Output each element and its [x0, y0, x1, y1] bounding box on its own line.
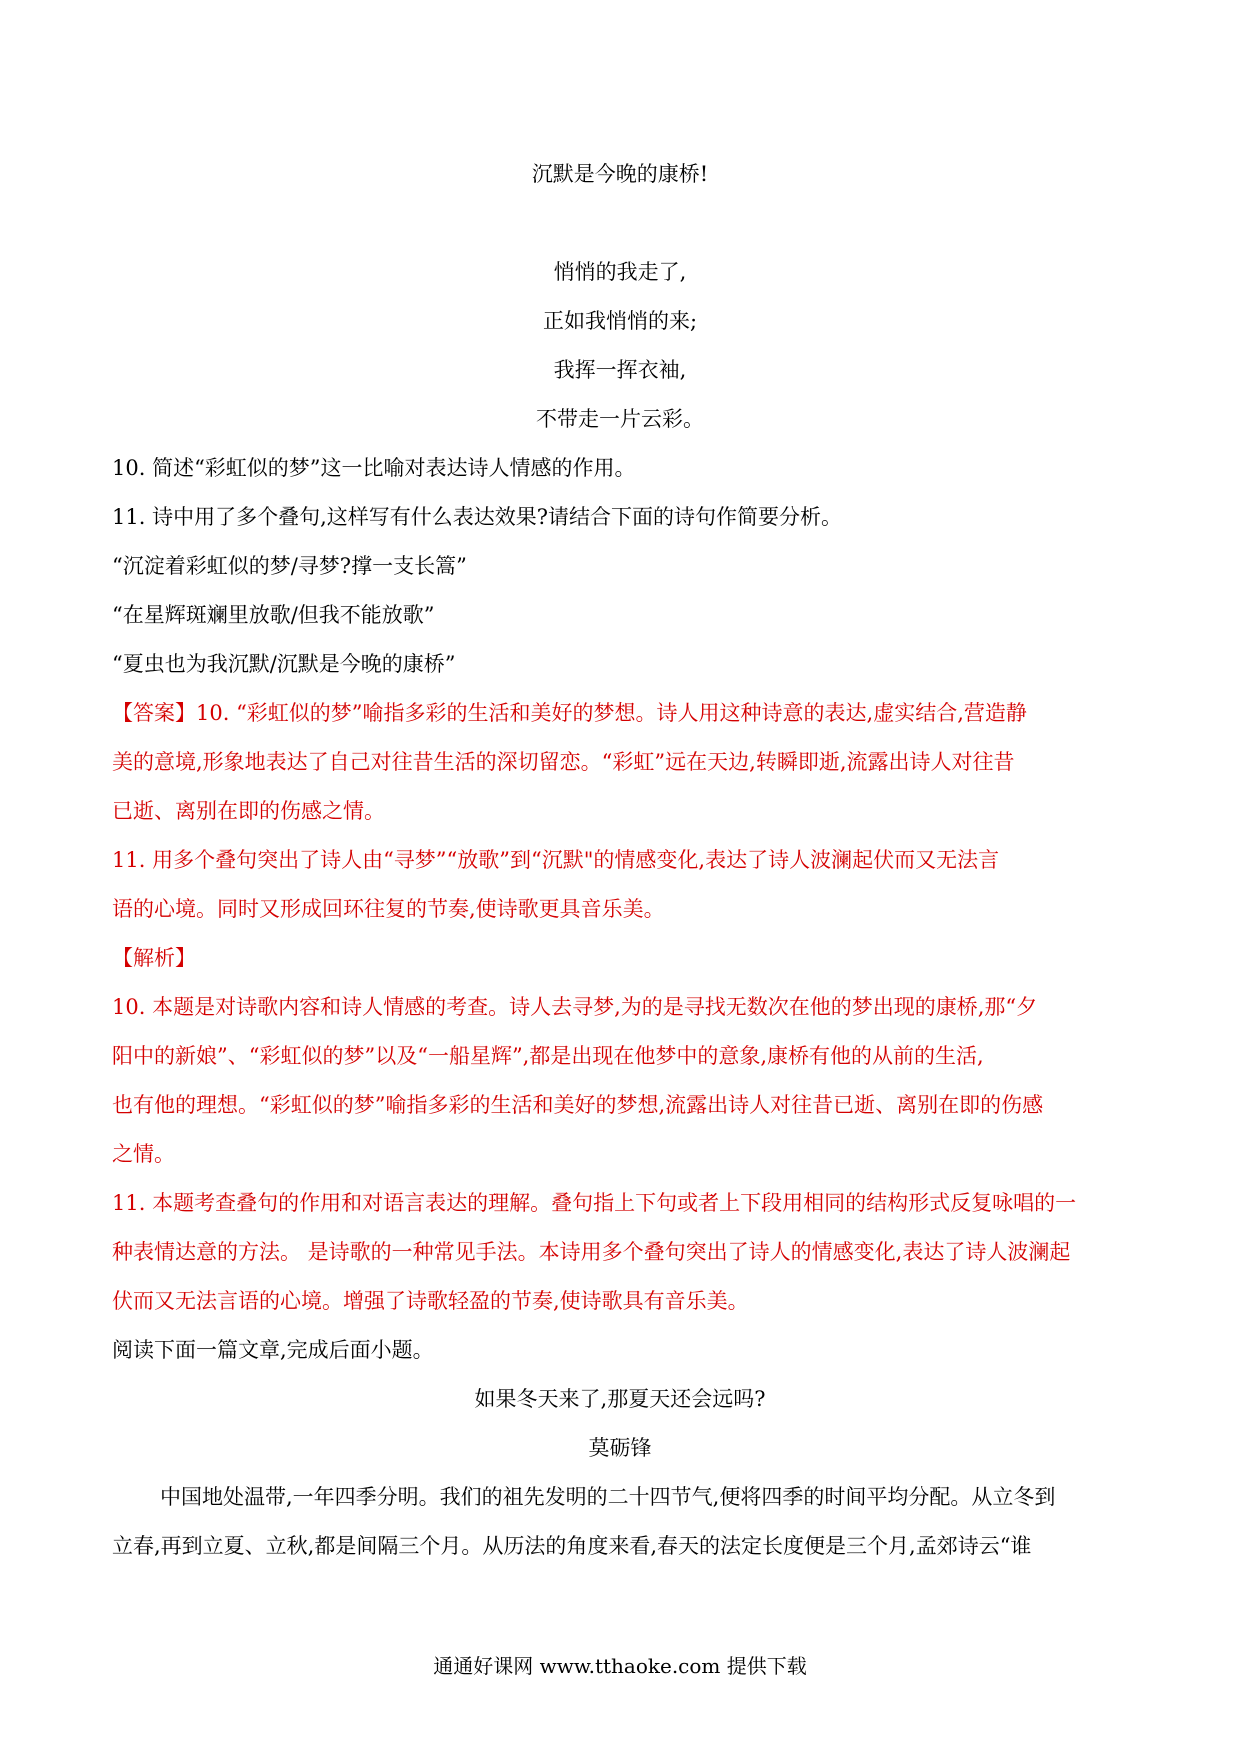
answer-line: 已逝、离别在即的伤感之情。 [112, 799, 385, 823]
analysis-line: 也有他的理想。“彩虹似的梦”喻指多彩的生活和美好的梦想,流露出诗人对往昔已逝、离别在即的伤感 [112, 1093, 1044, 1117]
poem-line: 不带走一片云彩。 [536, 407, 704, 431]
page-footer: 通通好课网 www.tthaoke.com 提供下载 [433, 1654, 807, 1678]
answer-line: 语的心境。同时又形成回环往复的节奏,使诗歌更具音乐美。 [112, 897, 665, 921]
question-10: 10. 简述“彩虹似的梦”这一比喻对表达诗人情感的作用。 [112, 456, 636, 480]
reading-instruction: 阅读下面一篇文章,完成后面小题。 [112, 1338, 434, 1362]
analysis-line: 阳中的新娘”、“彩虹似的梦”以及“一船星辉”,都是出现在他梦中的意象,康桥有他的从前的生活, [112, 1044, 984, 1068]
analysis-heading: 【解析】 [112, 946, 196, 970]
poem-line: 正如我悄悄的来; [542, 309, 698, 333]
analysis-line: 之情。 [112, 1142, 175, 1166]
article-title: 如果冬天来了,那夏天还会远吗? [474, 1387, 766, 1411]
analysis-line: 11. 本题考查叠句的作用和对语言表达的理解。叠句指上下句或者上下段用相同的结构形式反复咏唱的一 [112, 1191, 1077, 1215]
answer-line: 【答案】10. “彩虹似的梦”喻指多彩的生活和美好的梦想。诗人用这种诗意的表达,虚实结合,营造静 [112, 701, 1027, 725]
article-paragraph-line: 中国地处温带,一年四季分明。我们的祖先发明的二十四节气,便将四季的时间平均分配。从立冬到 [160, 1485, 1056, 1509]
quote-line: “夏虫也为我沉默/沉默是今晚的康桥” [112, 652, 456, 676]
question-11: 11. 诗中用了多个叠句,这样写有什么表达效果?请结合下面的诗句作简要分析。 [112, 505, 843, 529]
analysis-line: 伏而又无法言语的心境。增强了诗歌轻盈的节奏,使诗歌具有音乐美。 [112, 1289, 749, 1313]
poem-line: 悄悄的我走了, [553, 260, 687, 284]
poem-line: 我挥一挥衣袖, [553, 358, 687, 382]
quote-line: “在星辉斑斓里放歌/但我不能放歌” [112, 603, 435, 627]
quote-line: “沉淀着彩虹似的梦/寻梦?撑一支长篙” [112, 554, 467, 578]
analysis-line: 10. 本题是对诗歌内容和诗人情感的考查。诗人去寻梦,为的是寻找无数次在他的梦出现的康桥,那“夕 [112, 995, 1038, 1019]
analysis-line: 种表情达意的方法。 是诗歌的一种常见手法。本诗用多个叠句突出了诗人的情感变化,表达了诗人波澜起 [112, 1240, 1071, 1264]
article-paragraph-line: 立春,再到立夏、立秋,都是间隔三个月。从历法的角度来看,春天的法定长度便是三个月,孟郊诗云“谁 [112, 1534, 1032, 1558]
answer-line: 11. 用多个叠句突出了诗人由“寻梦”“放歌”到“沉默"的情感变化,表达了诗人波澜起伏而又无法言 [112, 848, 1000, 872]
article-author: 莫砺锋 [588, 1436, 652, 1460]
poem-stanza-end-line: 沉默是今晚的康桥! [531, 162, 709, 186]
answer-line: 美的意境,形象地表达了自己对往昔生活的深切留恋。“彩虹”远在天边,转瞬即逝,流露出诗人对往昔 [112, 750, 1015, 774]
